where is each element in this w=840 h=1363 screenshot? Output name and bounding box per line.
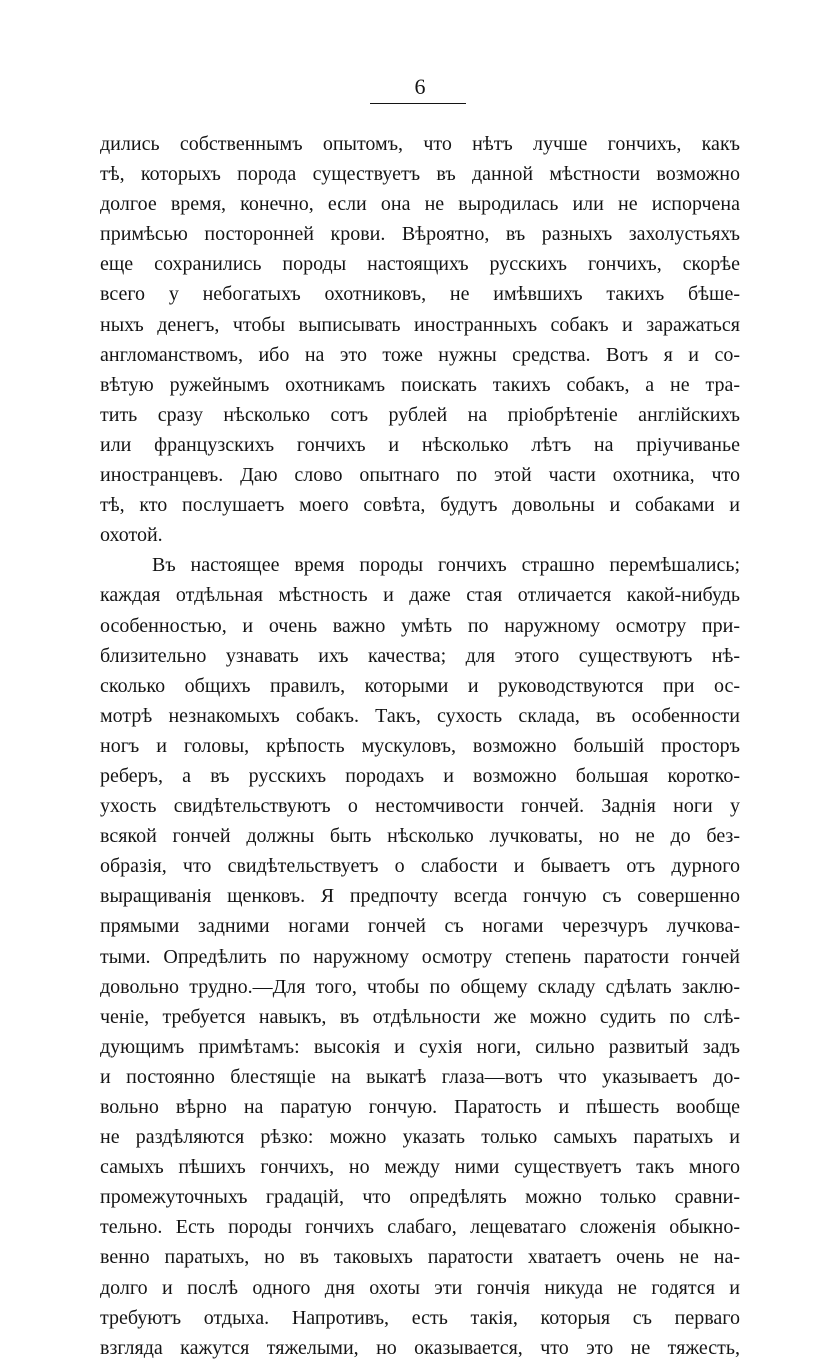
text-line: тить сразу нѣсколько сотъ рублей на пріобрѣтеніе англійскихъ (100, 403, 740, 426)
text-line: всякой гончей должны быть нѣсколько лучковаты, но не до без- (100, 825, 740, 848)
text-line: взгляда кажутся тяжелыми, но оказывается, что это не тяжесть, (100, 1336, 740, 1359)
text-line: долгое время, конечно, если она не выродилась или не испорчена (100, 193, 740, 216)
text-line: мотрѣ незнакомыхъ собакъ. Такъ, сухость склада, въ особенности (100, 704, 740, 727)
text-line: ногъ и головы, крѣпость мускуловъ, возможно большій просторъ (100, 734, 740, 757)
text-line: дующимъ примѣтамъ: высокія и сухія ноги, сильно развитый задъ (100, 1035, 740, 1058)
text-line: дились собственнымъ опытомъ, что нѣтъ лучше гончихъ, какъ (100, 133, 740, 155)
text-line: не раздѣляются рѣзко: можно указать только самыхъ паратыхъ и (100, 1126, 740, 1149)
text-line: тѣ, кто послушаетъ моего совѣта, будутъ довольны и собаками и (100, 494, 740, 517)
text-line: выращиванія щенковъ. Я предпочту всегда гончую съ совершенно (100, 885, 740, 908)
header-rule (370, 103, 466, 104)
text-line: примѣсью посторонней крови. Вѣроятно, въ разныхъ захолустьяхъ (100, 223, 740, 246)
text-line: прямыми задними ногами гончей съ ногами черезчуръ лучкова- (100, 915, 740, 938)
text-line: ченіе, требуется навыкъ, въ отдѣльности же можно судить по слѣ- (100, 1005, 740, 1028)
text-line: вольно вѣрно на паратую гончую. Паратость и пѣшесть вообще (100, 1096, 740, 1118)
text-line: реберъ, а въ русскихъ породахъ и возможно большая коротко- (100, 764, 740, 787)
text-line: еще сохранились породы настоящихъ русскихъ гончихъ, скорѣе (100, 253, 740, 276)
text-line: тельно. Есть породы гончихъ слабаго, лещеватаго сложенія обыкно- (100, 1216, 740, 1239)
text-line: каждая отдѣльная мѣстность и даже стая отличается какой-нибудь (100, 584, 740, 607)
text-line: самыхъ пѣшихъ гончихъ, но между ними существуетъ такъ много (100, 1156, 740, 1179)
text-line: или французскихъ гончихъ и нѣсколько лѣтъ на пріучиванье (100, 433, 740, 456)
text-line: охотой. (100, 524, 163, 547)
text-line: образія, что свидѣтельствуетъ о слабости и бываетъ отъ дурного (100, 855, 740, 878)
text-line: особенностью, и очень важно умѣть по наружному осмотру при- (100, 614, 740, 637)
text-line: требуютъ отдыха. Напротивъ, есть такія, которыя съ перваго (100, 1306, 740, 1329)
text-line: всего у небогатыхъ охотниковъ, не имѣвшихъ такихъ бѣше- (100, 283, 740, 306)
text-line: англоманствомъ, ибо на это тоже нужны средства. Вотъ я и со- (100, 343, 740, 366)
text-line: близительно узнавать ихъ качества; для этого существуютъ нѣ- (100, 644, 740, 667)
text-line: долго и послѣ одного дня охоты эти гончія никуда не годятся и (100, 1276, 740, 1299)
text-line: тыми. Опредѣлить по наружному осмотру степень паратости гончей (100, 945, 740, 968)
text-line: довольно трудно.—Для того, чтобы по общему складу сдѣлать заклю- (100, 975, 740, 998)
text-line: промежуточныхъ градацій, что опредѣлять можно только сравни- (100, 1186, 740, 1209)
text-line: венно паратыхъ, но въ таковыхъ паратости хватаетъ очень не на- (100, 1246, 740, 1269)
page-number: 6 (414, 74, 426, 99)
text-line: сколько общихъ правилъ, которыми и руководствуются при ос- (100, 674, 740, 697)
text-line: иностранцевъ. Даю слово опытнаго по этой части охотника, что (100, 464, 740, 487)
text-line: и постоянно блестящіе на выкатѣ глаза—вотъ что указываетъ до- (100, 1065, 740, 1088)
body-text (100, 129, 740, 1363)
text-line: ныхъ денегъ, чтобы выписывать иностранныхъ собакъ и заражаться (100, 313, 740, 336)
text-line: вѣтую ружейнымъ охотникамъ поискать такихъ собакъ, а не тра- (100, 373, 740, 396)
text-line: ухость свидѣтельствуютъ о нестомчивости гончей. Заднія ноги у (100, 795, 740, 818)
text-line: Въ настоящее время породы гончихъ страшно перемѣшались; (152, 554, 740, 577)
text-line: тѣ, которыхъ порода существуетъ въ данной мѣстности возможно (100, 163, 740, 186)
